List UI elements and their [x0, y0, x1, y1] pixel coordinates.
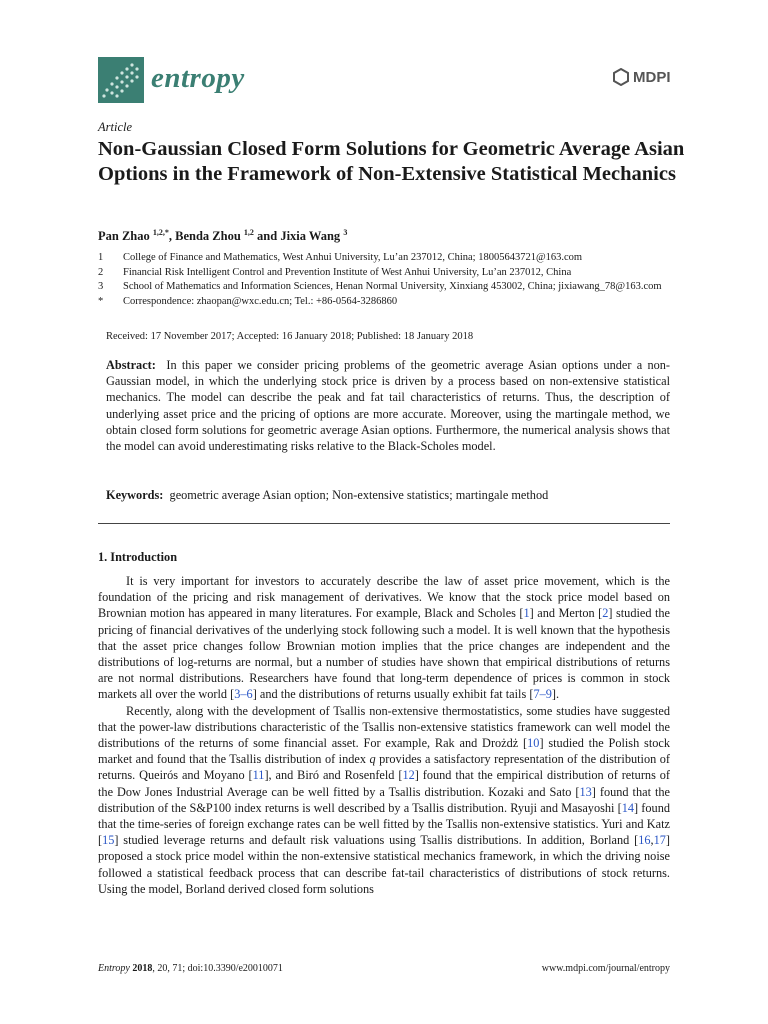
affiliation-item — [98, 295, 688, 310]
footer-citation: , 20, 71; doi:10.3390/e20010071 — [152, 963, 283, 974]
abstract-label: Abstract: — [106, 358, 156, 372]
citation-link[interactable]: 2 — [602, 606, 609, 621]
keywords-text: geometric average Asian option; Non-extensive statistics; martingale method — [169, 488, 549, 502]
author-affiliation-mark: 1,2,* — [152, 228, 169, 237]
author-affiliation-mark: 3 — [343, 228, 348, 237]
body-paragraph — [98, 573, 670, 703]
text-run: ] studied the Polish stock market and found that the Tsallis distribution of index — [98, 736, 671, 767]
citation-link[interactable]: 16 — [638, 833, 651, 848]
text-run: It is very important for investors to accurately describe the law of asset price movement, which is the foundation of the pricing and risk management of derivatives. We know that the stock price model based on Brownian motion has appeared in many literatures. For example, Black and Scholes [ — [98, 574, 670, 621]
affiliations — [98, 251, 688, 309]
affiliation-mark: * — [98, 295, 104, 307]
article-type: Article — [98, 120, 133, 134]
citation-link[interactable]: 1 — [523, 606, 530, 621]
author-separator: , — [168, 229, 176, 244]
citation-link[interactable]: 3–6 — [234, 687, 253, 702]
affiliation-item — [98, 251, 688, 266]
affiliation-text: Financial Risk Intelligent Control and Prevention Institute of West Anhui University, Lu’an 237012, China — [123, 266, 572, 278]
text-run: Recently, along with the development of Tsallis non-extensive thermostatistics, some studies have suggested that the power-law distributions characteristic of the Tsallis non-extensive statistics framework can well model the distributions of the returns of some financial asset. For example, Rak and Drożdż [ — [98, 703, 670, 751]
footer-journal: Entropy — [98, 963, 130, 974]
citation-footer — [98, 963, 283, 974]
citation-link[interactable]: 10 — [527, 736, 540, 751]
text-run: ] found that the time-series of foreign exchange rates can be well fitted by the Tsallis non-extensive statistics. Yuri and Katz [ — [98, 800, 670, 848]
author-list — [98, 228, 347, 244]
text-run: ]. — [551, 687, 560, 702]
citation-link[interactable]: 12 — [402, 768, 415, 783]
affiliation-item — [98, 266, 688, 281]
author-affiliation-mark: 1,2 — [243, 228, 254, 237]
entropy-logo-icon — [98, 57, 144, 103]
keywords — [106, 488, 670, 503]
journal-name: entropy — [151, 62, 245, 94]
publisher-logo — [612, 68, 671, 86]
abstract — [106, 357, 670, 454]
text-run: ] and Merton [ — [529, 606, 603, 621]
body-paragraph — [98, 703, 670, 897]
paper-title: Non-Gaussian Closed Form Solutions for Geometric Average Asian Options in the Framework of Non-Extensive Statistical Mechanics — [98, 138, 685, 185]
journal-url-link[interactable]: www.mdpi.com/journal/entropy — [541, 963, 670, 974]
math-symbol: q — [369, 752, 376, 767]
text-run: provides a satisfactory representation of the distribution of returns. Queirós and Moyano [ — [98, 752, 670, 783]
mdpi-logo-icon — [612, 68, 630, 86]
author-name: Benda Zhou — [175, 229, 241, 244]
footer-year: 2018 — [132, 963, 153, 974]
body-text — [98, 573, 670, 897]
text-run: ], and Biró and Rosenfeld [ — [264, 768, 403, 783]
publication-dates: Received: 17 November 2017; Accepted: 16 January 2018; Published: 18 January 2018 — [106, 331, 474, 342]
citation-link[interactable]: 13 — [579, 784, 592, 799]
author-name: Jixia Wang — [280, 229, 341, 244]
text-run: ] found that the empirical distribution of returns of the Dow Jones Industrial Average can be well fitted by a Tsallis distribution. Kozaki and Sato [ — [98, 768, 670, 799]
publisher-name: MDPI — [633, 68, 671, 86]
affiliation-text: School of Mathematics and Information Sciences, Henan Normal University, Xinxiang 453002, China; jixiawang_78@163.com — [123, 281, 662, 292]
text-run: , — [650, 833, 654, 848]
affiliation-text: Correspondence: zhaopan@wxc.edu.cn; Tel.: +86-0564-3286860 — [123, 295, 398, 307]
text-run: ] and the distributions of returns usually exhibit fat tails [ — [252, 687, 534, 702]
affiliation-mark: 1 — [98, 252, 104, 263]
citation-link[interactable]: 17 — [653, 833, 666, 848]
author-separator: and — [253, 229, 281, 244]
text-run: ] found that the distribution of the S&P100 index returns is well described by a Tsallis distribution. Ryuji and Masayoshi [ — [98, 784, 671, 815]
affiliation-mark: 2 — [98, 266, 104, 278]
text-run: ] proposed a stock price model within the non-extensive statistical mechanics framework, in which the driving noise followed a statistical feedback process that can describe fat-tail characteristics of distributions of stock returns. Using the model, Borland derived closed form solutions — [98, 833, 670, 896]
citation-link[interactable]: 7–9 — [533, 687, 552, 702]
affiliation-item — [98, 280, 688, 295]
keywords-label: Keywords: — [106, 488, 164, 502]
text-run: ] studied the pricing of financial derivatives of the underlying stock following such a model. It is well known that the hypothesis that the asset price changes follow Brownian motion implies that the price changes are independent and the distributions of log-returns are normal, but a number of studies have shown that empirical distributions of returns are not normal distributions. Researchers have found that long-term dependence of prices is common in stock markets all over the world [ — [98, 606, 670, 702]
text-run: ] studied leverage returns and default risk valuations using Tsallis distributions. In addition, Borland [ — [114, 833, 639, 848]
divider — [98, 523, 670, 524]
affiliation-mark: 3 — [98, 281, 104, 292]
affiliation-text: College of Finance and Mathematics, West Anhui University, Lu’an 237012, China; 18005643721@163.com — [123, 252, 583, 263]
citation-link[interactable]: 15 — [102, 833, 115, 848]
citation-link[interactable]: 14 — [621, 800, 635, 815]
citation-link[interactable]: 11 — [252, 768, 265, 783]
abstract-text: In this paper we consider pricing problems of the geometric average Asian options under a non-Gaussian model, in which the underlying stock price is driven by a process based on non-extensive statistical mechanics. The model can describe the peak and fat tail characteristics of returns. Thus, the description of underlying asset price and the pricing of options are more accurate. Moreover, using the martingale method, we obtain closed form solutions for geometric average Asian options. Furthermore, the numerical analysis shows that the model can avoid underestimating risks relative to the Black-Scholes model. — [106, 358, 670, 454]
author-name: Pan Zhao — [98, 229, 150, 244]
section-heading: 1. Introduction — [98, 550, 178, 564]
